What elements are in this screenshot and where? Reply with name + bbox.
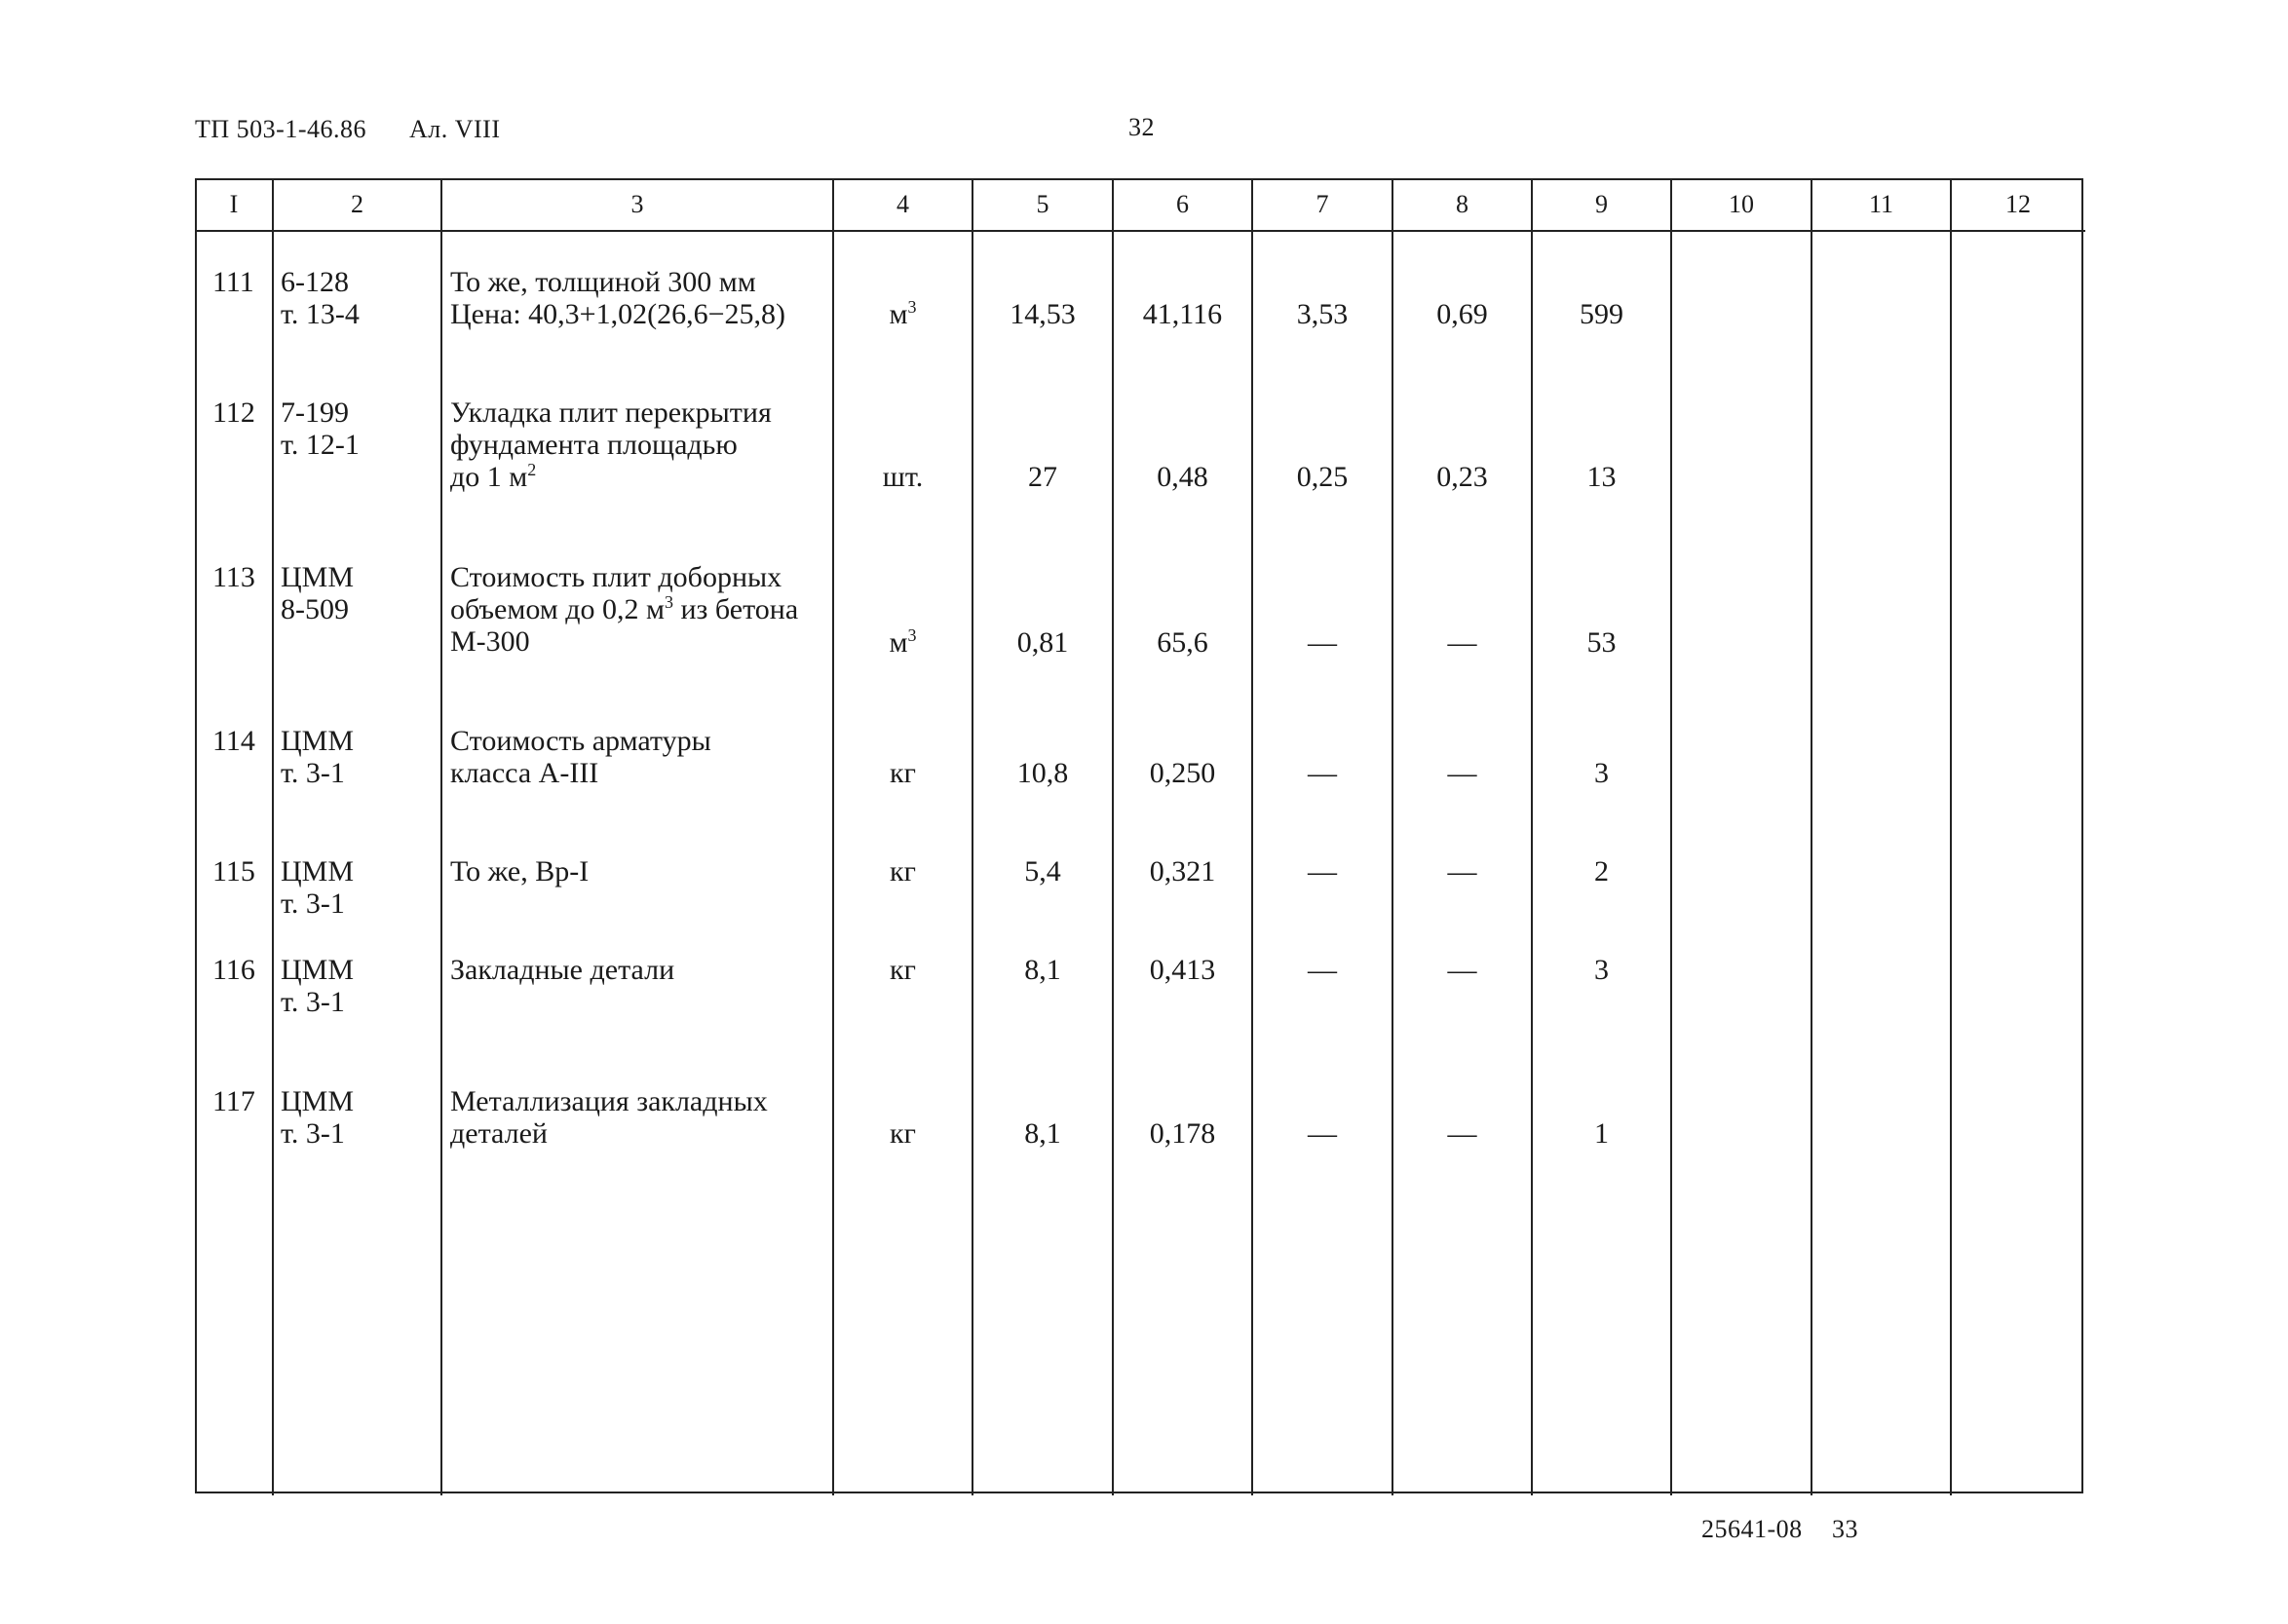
row-number: 112 [212, 397, 255, 429]
unit: шт. [882, 461, 924, 493]
quantity: 10,8 [1016, 757, 1069, 789]
column-header-4: 4 [896, 190, 909, 218]
value-col7: — [1308, 954, 1337, 986]
unit-price: 0,250 [1149, 757, 1216, 789]
norm-code: ЦММ т. 3-1 [281, 954, 355, 1018]
work-description: То же, толщиной 300 мм Цена: 40,3+1,02(26,6−25,8) [450, 266, 786, 330]
value-col7: — [1308, 855, 1337, 888]
column-header-7: 7 [1316, 190, 1329, 218]
total-cost: 2 [1594, 855, 1609, 888]
column-header-1: I [229, 190, 239, 218]
total-cost: 599 [1580, 298, 1623, 330]
work-description: Металлизация закладных деталей [450, 1085, 768, 1150]
total-cost: 1 [1594, 1117, 1609, 1150]
row-number: 117 [212, 1085, 255, 1117]
footer-page-number: 33 [1832, 1515, 1858, 1543]
work-description: Укладка плит перекрытия фундамента площадью до 1 $м^2$ [450, 397, 772, 493]
column-header-8: 8 [1456, 190, 1468, 218]
work-description: Стоимость плит доборных объемом до 0,2 $м^3$ из бетона М-300 [450, 561, 799, 658]
value-col7: — [1308, 757, 1337, 789]
work-description: Закладные детали [450, 954, 675, 986]
row-number: 116 [212, 954, 255, 986]
value-col8: 0,23 [1436, 461, 1488, 493]
estimate-table [195, 178, 2085, 1495]
value-col8: — [1447, 757, 1477, 789]
total-cost: 3 [1594, 757, 1609, 789]
row-number: 111 [212, 266, 254, 298]
footer-code: 25641-08 [1701, 1515, 1803, 1543]
unit-price: 0,413 [1149, 954, 1216, 986]
norm-code: 7-199 т. 12-1 [281, 397, 360, 461]
work-description: Стоимость арматуры класса А-III [450, 725, 711, 789]
norm-code: ЦММ т. 3-1 [281, 1085, 355, 1150]
quantity: 8,1 [1024, 954, 1061, 986]
quantity: 0,81 [1016, 626, 1069, 659]
value-col8: — [1447, 1117, 1477, 1150]
unit: кг [890, 855, 916, 888]
column-header-3: 3 [630, 190, 644, 218]
album-label: Ал. VIII [409, 115, 501, 143]
unit-price: 0,48 [1157, 461, 1208, 493]
row-number: 114 [212, 725, 255, 757]
unit-price: 0,178 [1149, 1117, 1216, 1150]
value-col7: 3,53 [1296, 298, 1349, 330]
column-header-5: 5 [1036, 190, 1049, 218]
total-cost: 53 [1586, 626, 1617, 659]
total-cost: 3 [1594, 954, 1609, 986]
column-header-12: 12 [2005, 190, 2031, 218]
norm-code: ЦММ т. 3-1 [281, 855, 355, 920]
unit-price: 65,6 [1157, 626, 1208, 659]
unit: кг [890, 757, 916, 789]
norm-code: 6-128 т. 13-4 [281, 266, 360, 330]
unit-price: 41,116 [1142, 298, 1223, 330]
unit: кг [890, 1117, 916, 1150]
norm-code: ЦММ 8-509 [281, 561, 355, 625]
row-number: 115 [212, 855, 255, 888]
value-col7: — [1308, 1117, 1337, 1150]
row-number: 113 [212, 561, 255, 593]
quantity: 14,53 [1010, 298, 1076, 330]
table-grid [195, 178, 2085, 1495]
unit: кг [890, 954, 916, 986]
total-cost: 13 [1586, 461, 1617, 493]
value-col8: — [1447, 626, 1477, 659]
value-col8: 0,69 [1436, 298, 1488, 330]
quantity: 5,4 [1024, 855, 1061, 888]
document-code: ТП 503-1-46.86 [195, 115, 366, 143]
value-col8: — [1447, 855, 1477, 888]
value-col7: — [1308, 626, 1337, 659]
column-header-9: 9 [1595, 190, 1608, 218]
column-header-11: 11 [1868, 190, 1894, 218]
column-header-6: 6 [1176, 190, 1189, 218]
value-col7: 0,25 [1296, 461, 1349, 493]
work-description: То же, Вр-I [450, 855, 590, 888]
unit: $м^3$ [889, 625, 917, 659]
page-number: 32 [1128, 113, 1155, 141]
quantity: 27 [1028, 461, 1057, 493]
value-col8: — [1447, 954, 1477, 986]
unit: $м^3$ [889, 297, 917, 330]
quantity: 8,1 [1024, 1117, 1061, 1150]
norm-code: ЦММ т. 3-1 [281, 725, 355, 789]
column-header-10: 10 [1729, 190, 1754, 218]
column-header-2: 2 [351, 190, 363, 218]
unit-price: 0,321 [1149, 855, 1216, 888]
